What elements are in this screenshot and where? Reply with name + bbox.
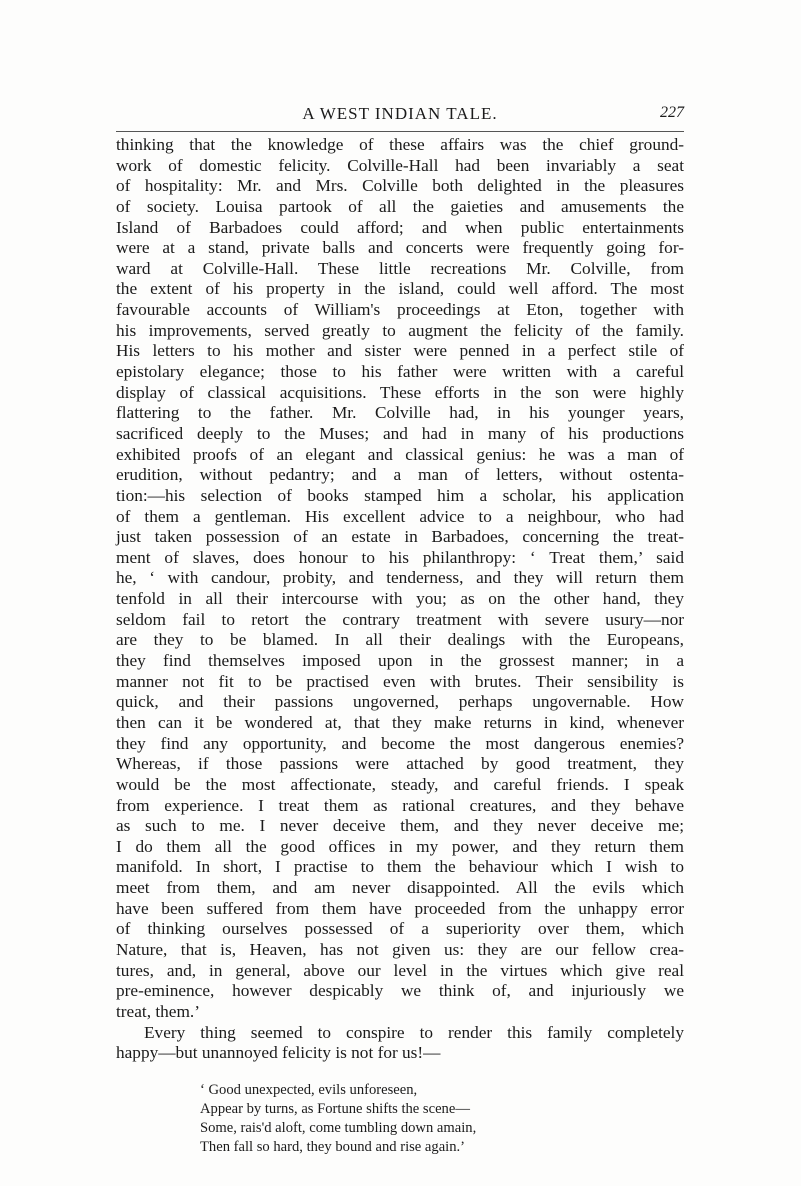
- text-line: pre-eminence, however despicably we think of, and injuriously we: [116, 981, 684, 1001]
- text-line: tion:—his selection of books stamped him a scholar, his application: [116, 485, 684, 505]
- text-line: as such to me. I never deceive them, and they never deceive me;: [116, 816, 684, 836]
- text-line: treat, them.’: [116, 1001, 200, 1021]
- body-text: [116, 135, 684, 1064]
- text-line: Every thing seemed to conspire to render this family completely: [144, 1022, 684, 1042]
- text-line: they find any opportunity, and become the most dangerous enemies?: [116, 733, 684, 753]
- text-line: of society. Louisa partook of all the gaieties and amusements the: [116, 196, 684, 216]
- text-line: ward at Colville-Hall. These little recreations Mr. Colville, from: [116, 258, 684, 278]
- text-line: thinking that the knowledge of these affairs was the chief ground-: [116, 135, 684, 154]
- text-line: just taken possession of an estate in Barbadoes, concerning the treat-: [116, 527, 684, 547]
- text-line: of them a gentleman. His excellent advice to a neighbour, who had: [116, 506, 684, 526]
- header-rule: [116, 131, 684, 132]
- text-line: manifold. In short, I practise to them the behaviour which I wish to: [116, 857, 684, 877]
- text-line: of hospitality: Mr. and Mrs. Colville both delighted in the pleasures: [116, 176, 684, 196]
- text-line: quick, and their passions ungoverned, perhaps ungovernable. How: [116, 692, 684, 712]
- text-line: work of domestic felicity. Colville-Hall had been invariably a seat: [116, 155, 684, 175]
- text-line: happy—but unannoyed felicity is not for us!—: [116, 1043, 441, 1063]
- text-line: meet from them, and am never disappointed. All the evils which: [116, 878, 684, 898]
- text-line: have been suffered from them have proceeded from the unhappy error: [116, 898, 684, 918]
- running-title: A WEST INDIAN TALE.: [302, 104, 498, 123]
- text-line: tenfold in all their intercourse with you; as on the other hand, they: [116, 589, 684, 609]
- text-line: then can it be wondered at, that they make returns in kind, whenever: [116, 712, 684, 732]
- text-line: are they to be blamed. In all their dealings with the Europeans,: [116, 630, 684, 650]
- text-line: the extent of his property in the island, could well afford. The most: [116, 279, 684, 299]
- text-line: Nature, that is, Heaven, has not given us: they are our fellow crea-: [116, 939, 684, 959]
- text-line: sacrificed deeply to the Muses; and had in many of his productions: [116, 423, 684, 443]
- text-line: exhibited proofs of an elegant and classical genius: he was a man of: [116, 444, 684, 464]
- page-number: 227: [660, 104, 684, 121]
- text-line: would be the most affectionate, steady, and careful friends. I speak: [116, 774, 684, 794]
- text-line: ment of slaves, does honour to his philanthropy: ‘ Treat them,’ said: [116, 547, 684, 567]
- text-line: His letters to his mother and sister were penned in a perfect stile of: [116, 341, 684, 361]
- text-line: epistolary elegance; those to his father were written with a careful: [116, 362, 684, 382]
- text-line: his improvements, served greatly to augment the felicity of the family.: [116, 320, 684, 340]
- text-line: they find themselves imposed upon in the grossest manner; in a: [116, 651, 684, 671]
- verse-line: Then fall so hard, they bound and rise again.’: [200, 1139, 466, 1155]
- running-head: [116, 104, 684, 128]
- text-line: display of classical acquisitions. These efforts in the son were highly: [116, 382, 684, 402]
- text-line: tures, and, in general, above our level in the virtues which give real: [116, 960, 684, 980]
- text-line: I do them all the good offices in my power, and they return them: [116, 836, 684, 856]
- text-line: manner not fit to be practised even with brutes. Their sensibility is: [116, 671, 684, 691]
- text-line: Whereas, if those passions were attached by good treatment, they: [116, 754, 684, 774]
- text-line: of thinking ourselves possessed of a superiority over them, which: [116, 919, 684, 939]
- text-line: Island of Barbadoes could afford; and when public entertainments: [116, 217, 684, 237]
- verse-line: ‘ Good unexpected, evils unforeseen,: [200, 1082, 418, 1098]
- verse-line: Appear by turns, as Fortune shifts the scene—: [200, 1101, 470, 1117]
- text-line: flattering to the father. Mr. Colville had, in his younger years,: [116, 403, 684, 423]
- text-line: favourable accounts of William's proceedings at Eton, together with: [116, 300, 684, 320]
- text-line: seldom fail to retort the contrary treatment with severe usury—nor: [116, 609, 684, 629]
- verse-quotation: [200, 1081, 580, 1157]
- text-line: from experience. I treat them as rational creatures, and they behave: [116, 795, 684, 815]
- text-line: were at a stand, private balls and concerts were frequently going for-: [116, 238, 684, 258]
- verse-line: Some, rais'd aloft, come tumbling down amain,: [200, 1120, 477, 1136]
- text-line: he, ‘ with candour, probity, and tenderness, and they will return them: [116, 568, 684, 588]
- text-line: erudition, without pedantry; and a man of letters, without ostenta-: [116, 465, 684, 485]
